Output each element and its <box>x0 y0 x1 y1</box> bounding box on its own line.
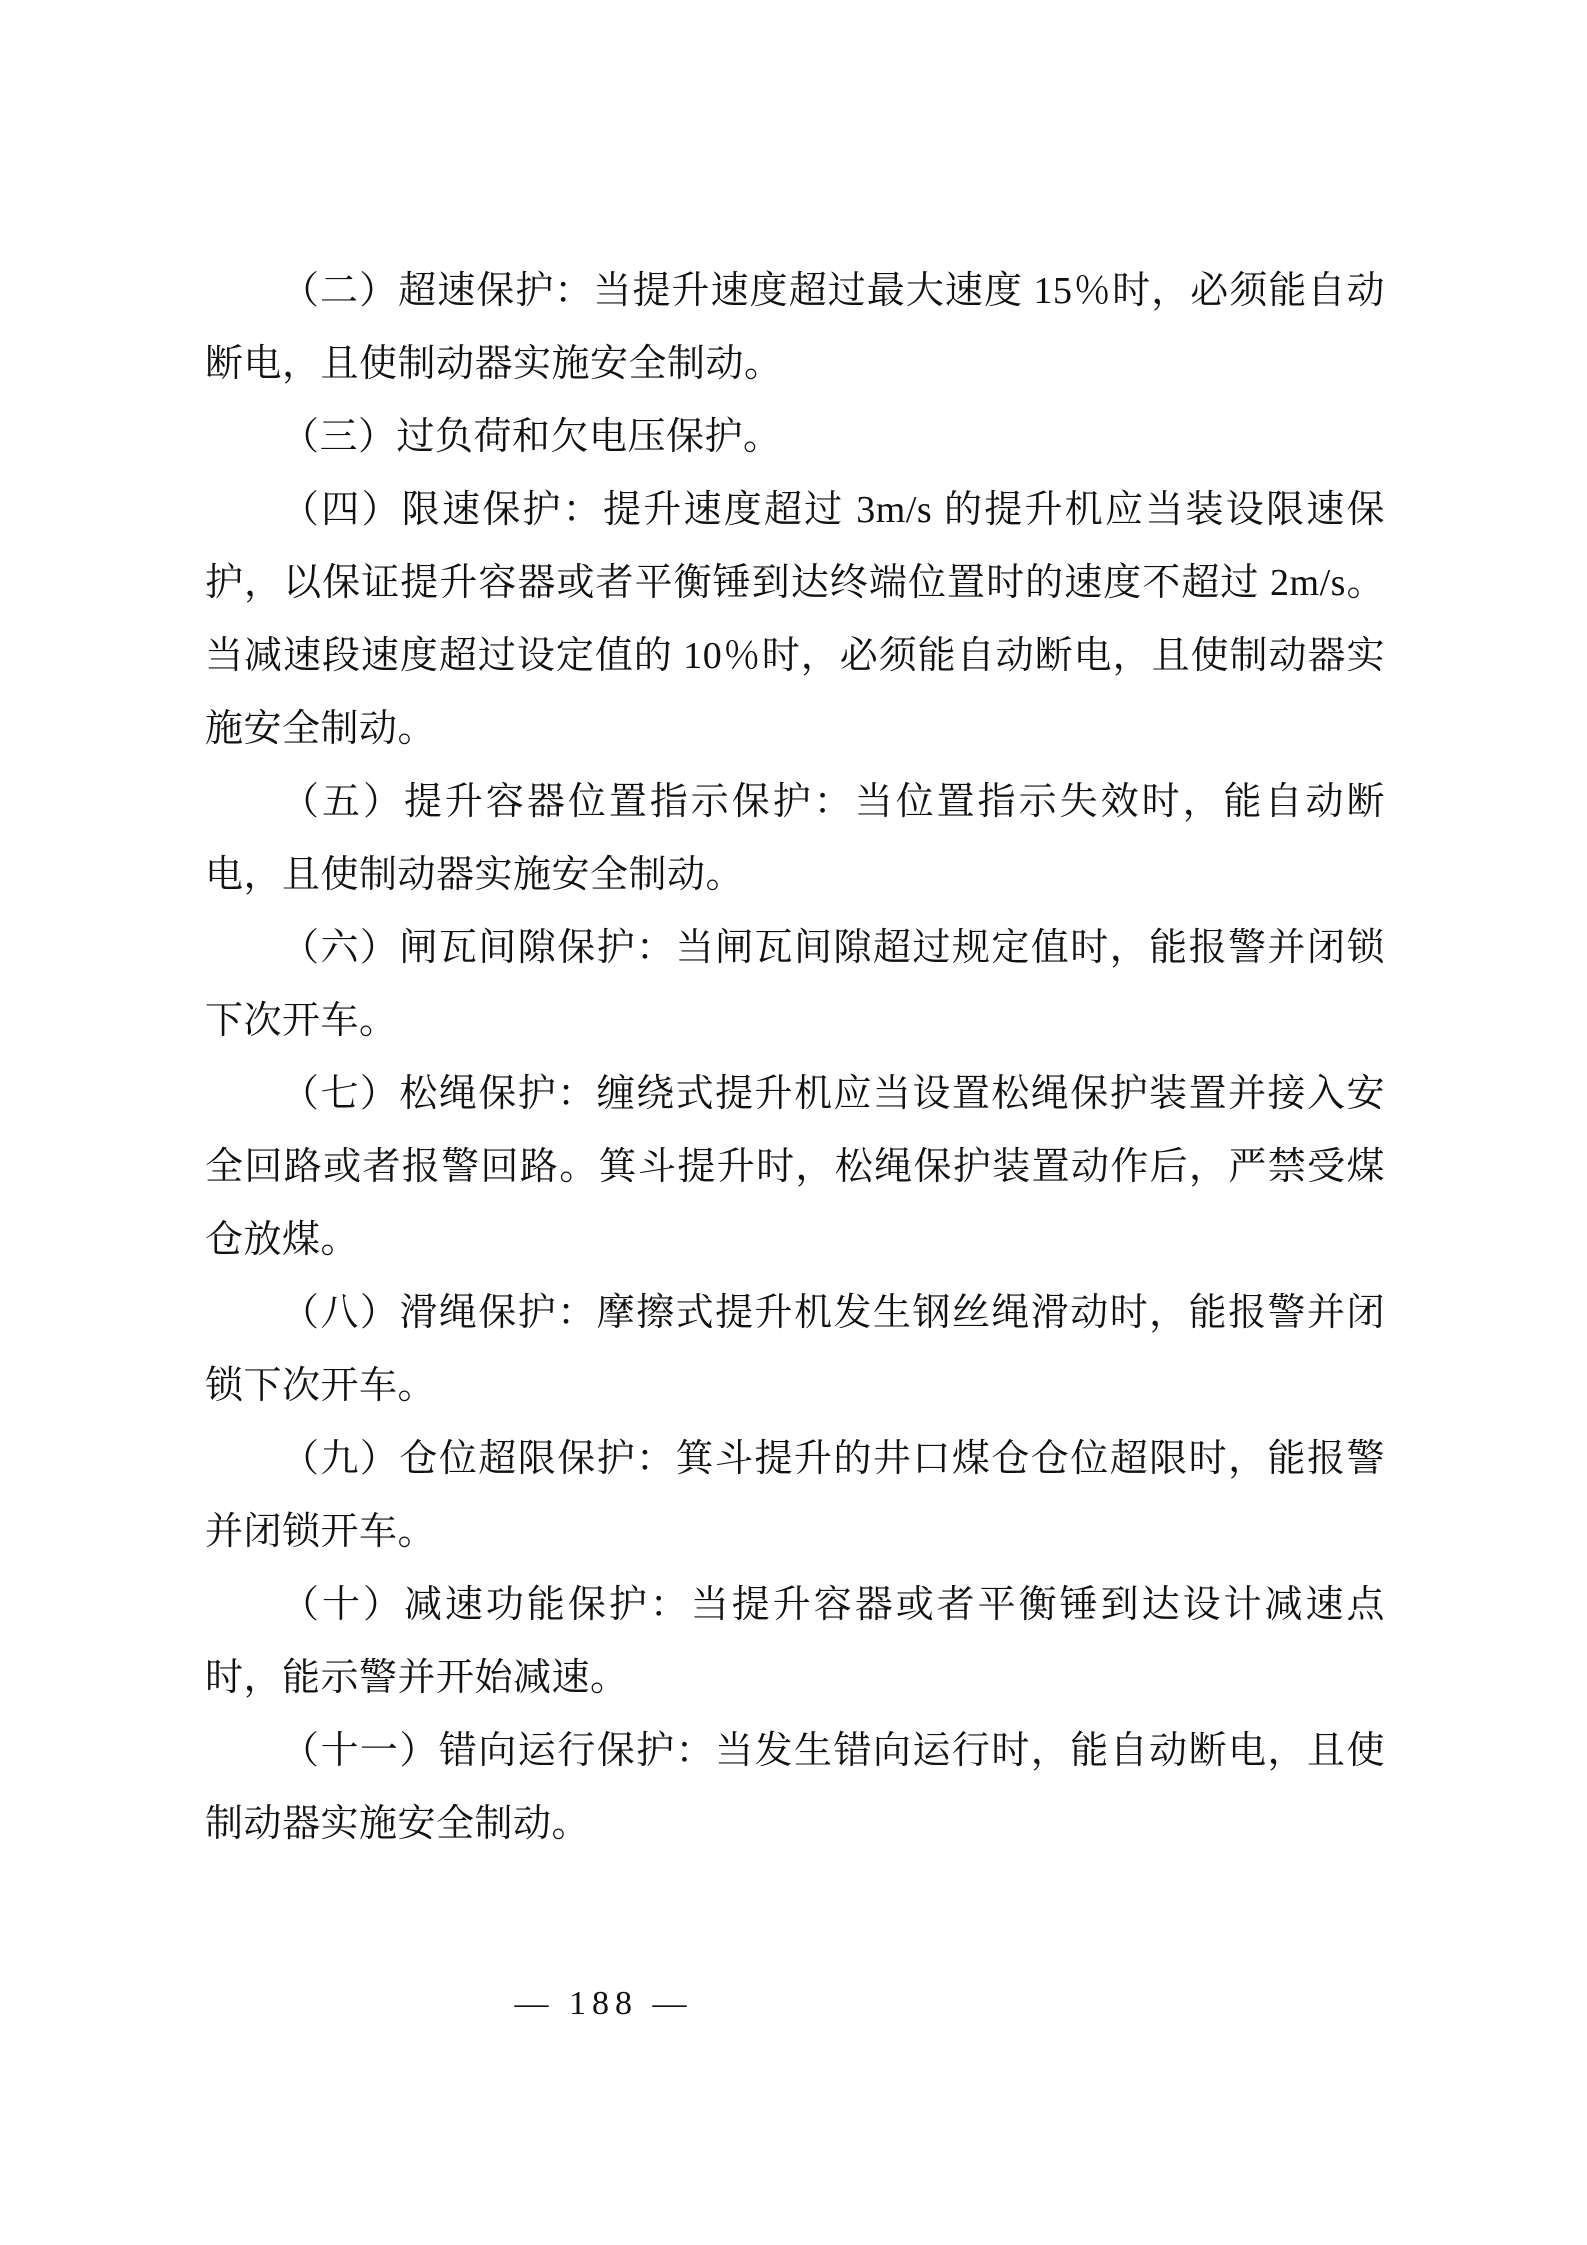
page-footer <box>0 1985 1587 2023</box>
paragraph-7: （七）松绳保护：缠绕式提升机应当设置松绳保护装置并接入安全回路或者报警回路。箕斗提升时，松绳保护装置动作后，严禁受煤仓放煤。 <box>205 1073 1385 1261</box>
paragraph-3: （三）过负荷和欠电压保护。 <box>281 416 782 458</box>
page-number: — 188 — <box>514 1985 693 2022</box>
page-body <box>205 255 1385 1861</box>
paragraph-5: （五）提升容器位置指示保护：当位置指示失效时，能自动断电，且使制动器实施安全制动。 <box>205 781 1385 896</box>
paragraph-10: （十）减速功能保护：当提升容器或者平衡锤到达设计减速点时，能示警并开始减速。 <box>205 1584 1385 1699</box>
paragraph-6: （六）闸瓦间隙保护：当闸瓦间隙超过规定值时，能报警并闭锁下次开车。 <box>205 927 1385 1042</box>
paragraph-8: （八）滑绳保护：摩擦式提升机发生钢丝绳滑动时，能报警并闭锁下次开车。 <box>205 1292 1385 1407</box>
paragraph-11: （十一）错向运行保护：当发生错向运行时，能自动断电，且使制动器实施安全制动。 <box>205 1730 1385 1845</box>
paragraph-9: （九）仓位超限保护：箕斗提升的井口煤仓仓位超限时，能报警并闭锁开车。 <box>205 1438 1385 1553</box>
paragraph-4: （四）限速保护：提升速度超过 3m/s 的提升机应当装设限速保护，以保证提升容器或者平衡锤到达终端位置时的速度不超过 2m/s。当减速段速度超过设定值的 10％时，必须能自动断电，且使制动器实施安全制动。 <box>205 489 1385 750</box>
paragraph-2: （二）超速保护：当提升速度超过最大速度 15％时，必须能自动断电，且使制动器实施安全制动。 <box>205 270 1385 385</box>
